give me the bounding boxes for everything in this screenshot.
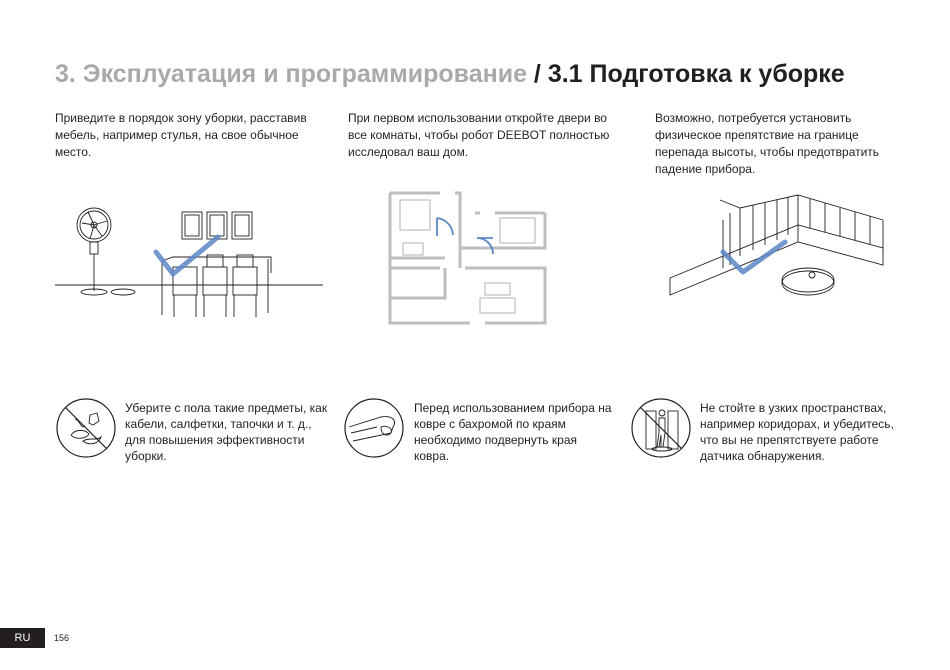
tip-text-1: Уберите с пола такие предметы, как кабели, салфетки, тапочки и т. д., для повышения эффективности уборки. bbox=[125, 401, 328, 463]
instruction-text-1: Приведите в порядок зону уборки, расставив мебель, например стулья, на свое обычное место. bbox=[55, 111, 307, 159]
stair-barrier-illustration bbox=[665, 180, 890, 310]
instruction-text-2: При первом использовании откройте двери во все комнаты, чтобы робот DEEBOT полностью исследовал ваш дом. bbox=[348, 111, 610, 159]
title-separator: / bbox=[526, 60, 548, 88]
fold-carpet-fringe-icon bbox=[343, 397, 405, 459]
no-cables-slippers-icon bbox=[55, 397, 117, 459]
floor-plan-illustration bbox=[385, 188, 555, 328]
section-title: 3. Эксплуатация и программирование bbox=[55, 60, 527, 88]
dining-room-illustration bbox=[55, 195, 325, 320]
tip-text-3: Не стойте в узких пространствах, например коридорах, и убедитесь, что вы не препятствуете работе датчика обнаружения. bbox=[700, 401, 894, 463]
instruction-text-3: Возможно, потребуется установить физическое препятствие на границе перепада высоты, чтобы предотвратить падение прибора. bbox=[655, 111, 880, 176]
page-title bbox=[55, 60, 845, 89]
no-standing-narrow-icon bbox=[630, 397, 692, 459]
subsection-title: 3.1 Подготовка к уборке bbox=[547, 60, 845, 88]
tip-text-2: Перед использованием прибора на ковре с бахромой по краям необходимо подвернуть края ковра. bbox=[414, 401, 612, 463]
language-badge: RU bbox=[0, 628, 45, 648]
page-number: 156 bbox=[54, 633, 70, 643]
